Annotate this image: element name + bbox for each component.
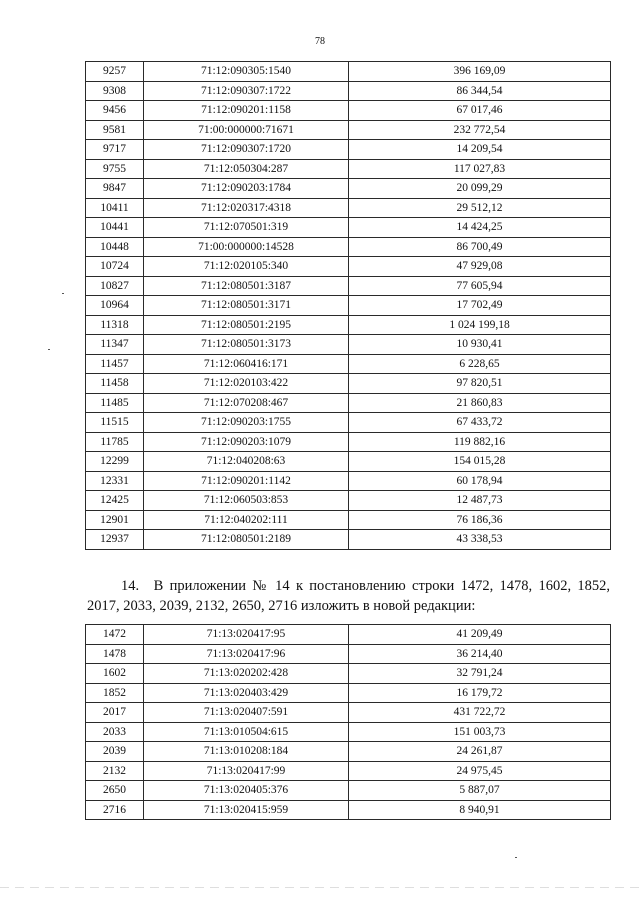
cadastral-value-cell: 1 024 199,18 — [349, 315, 611, 335]
table-row — [86, 471, 611, 491]
row-number-cell: 1472 — [86, 625, 144, 645]
cadastral-number-cell: 71:12:090203:1079 — [144, 432, 349, 452]
table-row — [86, 101, 611, 121]
row-number-cell: 1478 — [86, 644, 144, 664]
cadastral-number-cell: 71:12:090307:1720 — [144, 140, 349, 160]
cadastral-number-cell: 71:12:090203:1784 — [144, 179, 349, 199]
row-number-cell: 10448 — [86, 237, 144, 257]
cadastral-value-cell: 24 975,45 — [349, 761, 611, 781]
row-number-cell: 9847 — [86, 179, 144, 199]
cadastral-number-cell: 71:13:020415:959 — [144, 800, 349, 820]
cadastral-value-cell: 47 929,08 — [349, 257, 611, 277]
cadastral-number-cell: 71:12:090201:1158 — [144, 101, 349, 121]
table-row — [86, 781, 611, 801]
table-row — [86, 179, 611, 199]
cadastral-value-cell: 86 344,54 — [349, 81, 611, 101]
table-row — [86, 335, 611, 355]
table-body — [86, 625, 611, 820]
table-row — [86, 452, 611, 472]
cadastral-value-cell: 396 169,09 — [349, 62, 611, 82]
row-number-cell: 9308 — [86, 81, 144, 101]
table-row — [86, 625, 611, 645]
cadastral-number-cell: 71:13:020403:429 — [144, 683, 349, 703]
row-number-cell: 12331 — [86, 471, 144, 491]
row-number-cell: 10411 — [86, 198, 144, 218]
cadastral-number-cell: 71:13:010504:615 — [144, 722, 349, 742]
cadastral-value-table — [85, 61, 611, 550]
row-number-cell: 12937 — [86, 530, 144, 550]
table-row — [86, 530, 611, 550]
table-row — [86, 296, 611, 316]
table-row — [86, 742, 611, 762]
cadastral-value-cell: 5 887,07 — [349, 781, 611, 801]
table-row — [86, 761, 611, 781]
row-number-cell: 9257 — [86, 62, 144, 82]
row-number-cell: 9717 — [86, 140, 144, 160]
table-body — [86, 62, 611, 550]
row-number-cell: 10827 — [86, 276, 144, 296]
table-row — [86, 644, 611, 664]
row-number-cell: 12425 — [86, 491, 144, 511]
cadastral-number-cell: 71:00:000000:14528 — [144, 237, 349, 257]
cadastral-number-cell: 71:12:020317:4318 — [144, 198, 349, 218]
table-row — [86, 198, 611, 218]
cadastral-value-cell: 32 791,24 — [349, 664, 611, 684]
row-number-cell: 11515 — [86, 413, 144, 433]
table-row — [86, 62, 611, 82]
row-number-cell: 11457 — [86, 354, 144, 374]
row-number-cell: 11347 — [86, 335, 144, 355]
cadastral-value-cell: 431 722,72 — [349, 703, 611, 723]
cadastral-value-cell: 41 209,49 — [349, 625, 611, 645]
row-number-cell: 1602 — [86, 664, 144, 684]
table-row — [86, 120, 611, 140]
cadastral-number-cell: 71:13:020202:428 — [144, 664, 349, 684]
cadastral-number-cell: 71:12:040202:111 — [144, 510, 349, 530]
table-row — [86, 393, 611, 413]
table-row — [86, 800, 611, 820]
cadastral-value-cell: 60 178,94 — [349, 471, 611, 491]
cadastral-value-cell: 21 860,83 — [349, 393, 611, 413]
cadastral-value-cell: 232 772,54 — [349, 120, 611, 140]
cadastral-value-cell: 36 214,40 — [349, 644, 611, 664]
amended-rows-table — [85, 624, 611, 820]
row-number-cell: 2650 — [86, 781, 144, 801]
cadastral-number-cell: 71:12:040208:63 — [144, 452, 349, 472]
row-number-cell: 10964 — [86, 296, 144, 316]
cadastral-value-cell: 6 228,65 — [349, 354, 611, 374]
row-number-cell: 11785 — [86, 432, 144, 452]
table-row — [86, 159, 611, 179]
table-row — [86, 491, 611, 511]
cadastral-value-cell: 43 338,53 — [349, 530, 611, 550]
cadastral-number-cell: 71:12:050304:287 — [144, 159, 349, 179]
cadastral-number-cell: 71:12:060503:853 — [144, 491, 349, 511]
cadastral-number-cell: 71:12:080501:3187 — [144, 276, 349, 296]
row-number-cell: 1852 — [86, 683, 144, 703]
table-row — [86, 432, 611, 452]
amendment-paragraph: 14. В приложении № 14 к постановлению строки 1472, 1478, 1602, 1852, 2017, 2033, 2039, 2132, 2650, 2716 изложить в новой редакции: — [87, 578, 610, 614]
cadastral-value-cell: 97 820,51 — [349, 374, 611, 394]
cadastral-value-cell: 151 003,73 — [349, 722, 611, 742]
cadastral-number-cell: 71:13:020407:591 — [144, 703, 349, 723]
cadastral-value-cell: 10 930,41 — [349, 335, 611, 355]
cadastral-value-cell: 14 209,54 — [349, 140, 611, 160]
cadastral-number-cell: 71:12:070501:319 — [144, 218, 349, 238]
row-number-cell: 12299 — [86, 452, 144, 472]
cadastral-value-cell: 67 017,46 — [349, 101, 611, 121]
row-number-cell: 11458 — [86, 374, 144, 394]
row-number-cell: 9581 — [86, 120, 144, 140]
cadastral-number-cell: 71:12:090307:1722 — [144, 81, 349, 101]
table-row — [86, 315, 611, 335]
row-number-cell: 10724 — [86, 257, 144, 277]
cadastral-value-cell: 86 700,49 — [349, 237, 611, 257]
cadastral-value-cell: 20 099,29 — [349, 179, 611, 199]
cadastral-number-cell: 71:12:020103:422 — [144, 374, 349, 394]
cadastral-number-cell: 71:12:020105:340 — [144, 257, 349, 277]
table-row — [86, 510, 611, 530]
cadastral-value-cell: 8 940,91 — [349, 800, 611, 820]
cadastral-value-cell: 17 702,49 — [349, 296, 611, 316]
table-row — [86, 374, 611, 394]
row-number-cell: 2716 — [86, 800, 144, 820]
cadastral-number-cell: 71:13:020405:376 — [144, 781, 349, 801]
cadastral-number-cell: 71:13:020417:99 — [144, 761, 349, 781]
cadastral-number-cell: 71:12:090305:1540 — [144, 62, 349, 82]
cadastral-number-cell: 71:12:080501:2189 — [144, 530, 349, 550]
table-row — [86, 276, 611, 296]
cadastral-value-cell: 16 179,72 — [349, 683, 611, 703]
table-row — [86, 218, 611, 238]
table-row — [86, 140, 611, 160]
cadastral-number-cell: 71:12:070208:467 — [144, 393, 349, 413]
cadastral-number-cell: 71:12:090201:1142 — [144, 471, 349, 491]
table-row — [86, 683, 611, 703]
page-number: 78 — [315, 36, 325, 47]
cadastral-number-cell: 71:12:080501:2195 — [144, 315, 349, 335]
cadastral-value-cell: 29 512,12 — [349, 198, 611, 218]
row-number-cell: 11318 — [86, 315, 144, 335]
cadastral-value-cell: 14 424,25 — [349, 218, 611, 238]
table-row — [86, 413, 611, 433]
table-row — [86, 354, 611, 374]
row-number-cell: 2039 — [86, 742, 144, 762]
row-number-cell: 9456 — [86, 101, 144, 121]
scan-speck — [515, 857, 517, 858]
cadastral-value-cell: 12 487,73 — [349, 491, 611, 511]
cadastral-number-cell: 71:12:060416:171 — [144, 354, 349, 374]
cadastral-number-cell: 71:00:000000:71671 — [144, 120, 349, 140]
cadastral-number-cell: 71:12:080501:3171 — [144, 296, 349, 316]
cadastral-value-cell: 76 186,36 — [349, 510, 611, 530]
cadastral-number-cell: 71:13:020417:95 — [144, 625, 349, 645]
table-row — [86, 722, 611, 742]
cadastral-value-cell: 154 015,28 — [349, 452, 611, 472]
scan-speck — [48, 349, 50, 350]
row-number-cell: 2017 — [86, 703, 144, 723]
cadastral-value-cell: 77 605,94 — [349, 276, 611, 296]
cadastral-value-cell: 119 882,16 — [349, 432, 611, 452]
table-row — [86, 81, 611, 101]
table-row — [86, 257, 611, 277]
table-row — [86, 703, 611, 723]
table-row — [86, 664, 611, 684]
scan-edge-noise — [0, 887, 640, 888]
row-number-cell: 9755 — [86, 159, 144, 179]
cadastral-number-cell: 71:12:080501:3173 — [144, 335, 349, 355]
cadastral-value-cell: 24 261,87 — [349, 742, 611, 762]
cadastral-number-cell: 71:13:020417:96 — [144, 644, 349, 664]
scan-speck — [62, 293, 64, 294]
cadastral-value-cell: 67 433,72 — [349, 413, 611, 433]
row-number-cell: 11485 — [86, 393, 144, 413]
row-number-cell: 2132 — [86, 761, 144, 781]
table-row — [86, 237, 611, 257]
row-number-cell: 2033 — [86, 722, 144, 742]
cadastral-value-cell: 117 027,83 — [349, 159, 611, 179]
cadastral-number-cell: 71:13:010208:184 — [144, 742, 349, 762]
cadastral-number-cell: 71:12:090203:1755 — [144, 413, 349, 433]
row-number-cell: 12901 — [86, 510, 144, 530]
row-number-cell: 10441 — [86, 218, 144, 238]
